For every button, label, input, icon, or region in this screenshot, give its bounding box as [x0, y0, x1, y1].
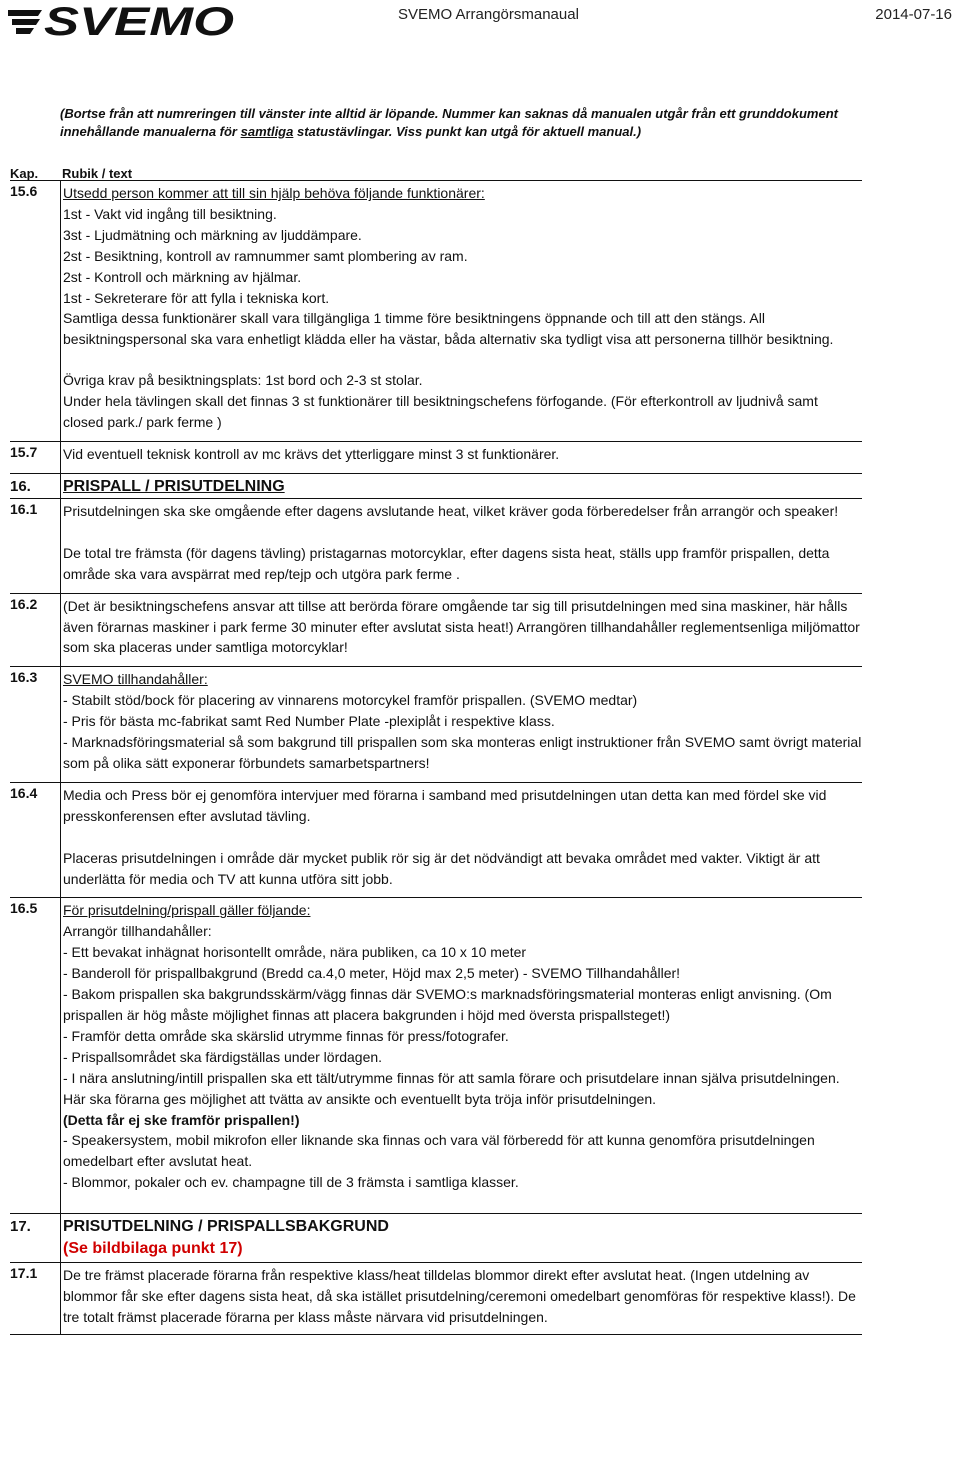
- section-number: 16.1: [10, 500, 38, 517]
- note-text-1: (Bortse från att numreringen till vänster inte alltid är löpande. Nummer kan saknas då manualen utgår från ett grunddokument innehållande manualerna för: [60, 106, 838, 139]
- list-item: 1st - Sekreterare för att fylla i tekniska kort.: [63, 289, 330, 306]
- section-content: [60, 181, 862, 441]
- section-16-3: [10, 666, 862, 782]
- section-number: 16.5: [10, 900, 38, 917]
- note-underlined: samtliga: [240, 123, 294, 139]
- section-number: 15.6: [10, 183, 38, 199]
- brand-text: SVEMO: [44, 2, 234, 38]
- list-item: - I nära anslutning/intill prispallen ska ett tält/utrymme finnas för att samla förare och prisutdelare innan själva prisutdelningen. Här ska förarna ges möjlighet att tvätta av ansikte och eventuellt byta tröja inför prisutdelningen.: [63, 1069, 840, 1107]
- section-16: [10, 473, 862, 498]
- list-item: - Stabilt stöd/bock för placering av vinnarens motorcykel framför prispallen. (SVEMO medtar): [63, 692, 638, 709]
- section-content: [60, 1214, 862, 1262]
- paragraph: Samtliga dessa funktionärer skall vara tillgängliga 1 timme före besiktningens öppnande och till att den stängs. All besiktningspersonal ska vara enhetligt klädda eller ha västar, båda alternativ ska tydligt visa att personerna tillhör besiktning.: [63, 310, 834, 348]
- section-number: 16.: [10, 477, 31, 495]
- page-header: [0, 0, 960, 40]
- section-number: 16.2: [10, 595, 38, 612]
- section-15-6: [10, 180, 862, 441]
- manual-table: [10, 180, 862, 1335]
- section-heading: PRISPALL / PRISUTDELNING: [63, 477, 285, 495]
- paragraph: Vid eventuell teknisk kontroll av mc krävs det ytterliggare minst 3 st funktionärer.: [63, 445, 560, 462]
- list-item: - Marknadsföringsmaterial så som bakgrund till prispallen som ska monteras enligt instruktioner från SVEMO samt övrigt material som på olika sätt exponerar förbundets samarbetspartners!: [63, 734, 862, 771]
- paragraph: Övriga krav på besiktningsplats: 1st bord och 2-3 st stolar.: [63, 372, 423, 389]
- intro-note: [60, 105, 920, 140]
- column-kap: Kap.: [10, 166, 39, 181]
- section-title: SVEMO tillhandahåller:: [63, 671, 208, 688]
- section-content: [60, 594, 862, 667]
- section-subtitle: Arrangör tillhandahåller:: [63, 923, 212, 940]
- paragraph: De tre främst placerade förarna från respektive klass/heat tilldelas blommor direkt efter avslutat heat. (Ingen utdelning av blommor får ske efter dagens sista heat, då ska istället prisutdelning/ceremoni omedelbart genomföras för respektive klass!). De tre totalt främst placerade förarna per klass måste närvara vid prisutdelningen.: [63, 1267, 856, 1325]
- section-number: 15.7: [10, 443, 38, 460]
- section-subheading: (Se bildbilaga punkt 17): [63, 1240, 243, 1258]
- list-item: - Pris för bästa mc-fabrikat samt Red Number Plate -plexiplåt i respektive klass.: [63, 713, 555, 730]
- section-17-1: [10, 1262, 862, 1335]
- section-15-7: [10, 441, 862, 473]
- list-item: - Prispallsområdet ska färdigställas under lördagen.: [63, 1048, 383, 1065]
- list-item: 3st - Ljudmätning och märkning av ljuddämpare.: [63, 226, 362, 243]
- note-text-2: statustävlingar. Viss punkt kan utgå för aktuell manual.): [293, 123, 642, 139]
- section-number: 16.4: [10, 784, 38, 801]
- section-17: [10, 1213, 862, 1262]
- list-item: - Framför detta område ska skärslid utrymme finnas för press/fotografer.: [63, 1027, 509, 1044]
- paragraph: (Det är besiktningschefens ansvar att tillse att berörda förare omgående tar sig till prisutdelningen med sina maskiner, här hålls även förarnas maskiner i park ferme 30 minuter efter avslutat sista heat!) Arrangören tillhandahåller reglementsenliga miljömattor som ska placeras under samtliga motorcyklar!: [63, 597, 860, 656]
- svemo-logo: [8, 2, 236, 38]
- list-item: - Blommor, pokaler och ev. champagne till de 3 främsta i samtliga klasser.: [63, 1174, 519, 1191]
- list-item: - Bakom prispallen ska bakgrundsskärm/vägg finnas där SVEMO:s marknadsföringsmaterial monteras enligt anvisning. (Om prispallen är hög måste möjlighet finnas att placera bakgrunden i höjd med översta prispallsteget!): [63, 986, 832, 1023]
- paragraph: Placeras prisutdelningen i område där mycket publik rör sig är det nödvändigt att bevaka området med vakter. Viktigt är att underlätta för media och TV att kunna utföra sitt jobb.: [63, 849, 820, 887]
- section-16-5: [10, 897, 862, 1213]
- section-content: [60, 1263, 862, 1334]
- document-title: SVEMO Arrangörsmanaual: [398, 6, 579, 23]
- bold-note: (Detta får ej ske framför prispallen!): [63, 1111, 300, 1128]
- list-item: - Speakersystem, mobil mikrofon eller liknande ska finnas och vara väl förberedd för att kunna genomföra prisutdelningen omedelbart efter avslutat heat.: [63, 1132, 815, 1170]
- paragraph: De total tre främsta (för dagens tävling) pristagarnas motorcyklar, efter dagens sista heat, ställs upp framför prispallen, detta område ska vara avspärrat med rep/tejp och utgöra park ferme .: [63, 544, 830, 582]
- section-number: 16.3: [10, 669, 38, 686]
- section-16-2: [10, 593, 862, 667]
- list-item: 1st - Vakt vid ingång till besiktning.: [63, 205, 277, 222]
- list-item: 2st - Kontroll och märkning av hjälmar.: [63, 268, 302, 285]
- section-content: [60, 442, 862, 473]
- list-item: - Banderoll för prispallbakgrund (Bredd ca.4,0 meter, Höjd max 2,5 meter) - SVEMO Tillhandahåller!: [63, 965, 681, 982]
- section-content: [60, 499, 862, 593]
- paragraph: Under hela tävlingen skall det finnas 3 st funktionärer till besiktningschefens förfogande. (För efterkontroll av ljudnivå samt closed park./ park ferme ): [63, 393, 818, 431]
- section-content: [60, 783, 862, 898]
- section-16-4: [10, 782, 862, 898]
- document-date: 2014-07-16: [875, 6, 952, 23]
- paragraph: Media och Press bör ej genomföra intervjuer med förarna i samband med prisutdelningen utan detta kan med fördel ske vid presskonferensen efter avslutad tävling.: [63, 786, 827, 824]
- section-title: För prisutdelning/prispall gäller följande:: [63, 902, 311, 919]
- section-content: [60, 898, 862, 1213]
- list-item: 2st - Besiktning, kontroll av ramnummer samt plombering av ram.: [63, 247, 468, 264]
- list-item: - Ett bevakat inhägnat horisontellt område, nära publiken, ca 10 x 10 meter: [63, 944, 527, 961]
- section-number: 17.: [10, 1218, 31, 1236]
- paragraph: Prisutdelningen ska ske omgående efter dagens avslutande heat, vilket kräver goda förberedelser från arrangör och speaker!: [63, 502, 839, 519]
- section-content: [60, 474, 862, 498]
- section-content: [60, 667, 862, 782]
- section-number: 17.1: [10, 1265, 38, 1282]
- section-title: Utsedd person kommer att till sin hjälp behöva följande funktionärer:: [63, 185, 485, 201]
- section-heading: PRISUTDELNING / PRISPALLSBAKGRUND: [63, 1218, 389, 1236]
- column-rubik: Rubik / text: [62, 166, 133, 181]
- section-16-1: [10, 498, 862, 593]
